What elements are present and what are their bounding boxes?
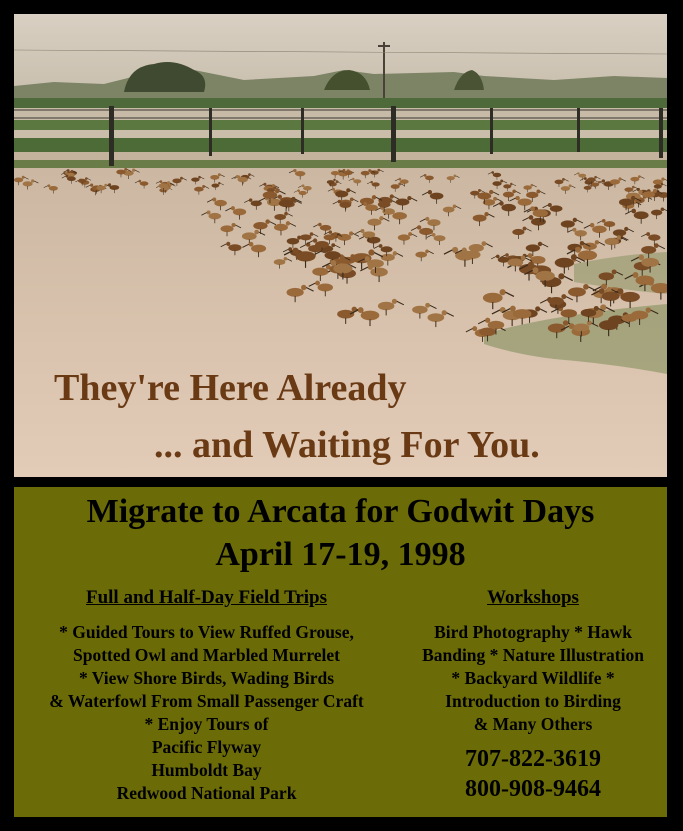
phone-numbers: [399, 744, 667, 804]
workshop-line: * Backyard Wildlife *: [451, 668, 615, 688]
phone-number: 707-822-3619: [465, 746, 601, 772]
workshops-column: [399, 587, 667, 804]
event-dates: April 17-19, 1998: [215, 536, 466, 573]
headline: [14, 14, 667, 477]
workshop-line: Introduction to Birding: [445, 691, 621, 711]
field-trip-line: * View Shore Birds, Wading Birds: [78, 668, 335, 688]
godwit-photo: [14, 14, 667, 477]
field-trip-line: Spotted Owl and Marbled Murrelet: [72, 645, 341, 665]
field-trips-list: [14, 621, 399, 805]
field-trip-line: * Guided Tours to View Ruffed Grouse,: [59, 622, 354, 642]
workshops-list: [399, 621, 667, 736]
field-trips-column: [14, 587, 399, 805]
headline-line-2: ... and Waiting For You.: [154, 424, 540, 466]
workshop-line: & Many Others: [473, 714, 593, 734]
field-trips-heading: Full and Half-Day Field Trips: [85, 587, 328, 608]
field-trip-line: Redwood National Park: [116, 783, 297, 803]
event-title: Migrate to Arcata for Godwit Days: [86, 493, 595, 530]
field-trip-line: * Enjoy Tours of: [144, 714, 269, 734]
workshop-line: Bird Photography * Hawk: [434, 622, 632, 642]
phone-number: 800-908-9464: [465, 776, 601, 802]
workshop-line: Banding * Nature Illustration: [422, 645, 644, 665]
field-trip-line: Humboldt Bay: [151, 760, 262, 780]
headline-line-1: They're Here Already: [54, 367, 407, 409]
workshops-heading: Workshops: [487, 587, 579, 608]
field-trip-line: Pacific Flyway: [151, 737, 262, 757]
event-info-panel: [14, 487, 667, 817]
field-trip-line: & Waterfowl From Small Passenger Craft: [49, 691, 364, 711]
